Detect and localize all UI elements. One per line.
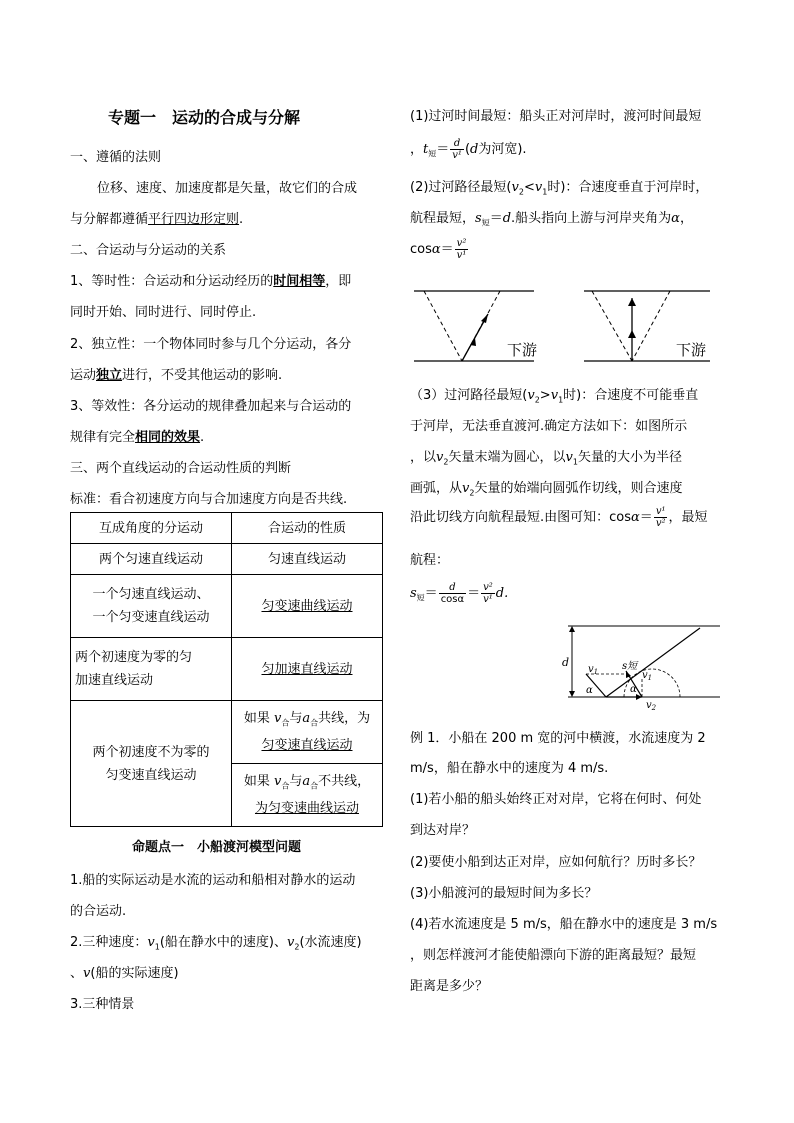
table-cell: 如果 $v_合$与$a_合$不共线， 为匀变速曲线运动 <box>232 764 383 827</box>
question-2: (2)要使小船到达正对岸，应如何航行？历时多长？ <box>410 855 702 870</box>
case-1-formula: ，$t_短=$ $\frac{d}{\text{v¹}}$ (d为河宽). <box>410 138 527 161</box>
example-1-line2: m/s，船在静水中的速度为 4 m/s. <box>410 761 609 776</box>
question-3: (3)小船渡河的最短时间为多长？ <box>410 886 598 901</box>
question-1: (1)若小船的船头始终正对对岸，它将在何时、何处 <box>410 792 702 807</box>
table-cell: 两个匀速直线运动 <box>71 544 232 575</box>
label-s-short: s短 <box>622 661 638 672</box>
question-4-line2: ，则怎样渡河才能使船漂向下游的距离最短？最短 <box>410 948 697 963</box>
case-2-line2: 航程最短，$s_短=d$.船头指向上游与河岸夹角为α， <box>410 211 693 228</box>
section-heading-judge: 三、两个直线运动的合运动性质的判断 <box>70 461 292 476</box>
section-heading-rules: 一、遵循的法则 <box>70 150 162 165</box>
table-row <box>71 513 383 544</box>
item-independence: 2、独立性：一个物体同时参与几个分运动，各分 <box>70 337 352 352</box>
item-equivalence: 3、等效性：各分运动的规律叠加起来与合运动的 <box>70 399 352 414</box>
item-equivalence-line2: 规律有完全相同的效果. <box>70 430 205 445</box>
label-v2: $v_2$ <box>646 700 657 710</box>
table-cell: 如果 $v_合$与$a_合$共线，为 匀变速直线运动 <box>232 701 383 764</box>
table-cell: 一个匀速直线运动、 一个匀变速直线运动 <box>71 575 232 638</box>
downstream-label-left: 下游 <box>507 341 538 359</box>
label-v1-left: $v_1$ <box>588 664 599 676</box>
paragraph-rules-line2: 与分解都遵循平行四边形定则. <box>70 212 244 227</box>
table-cell: 匀速直线运动 <box>232 544 383 575</box>
label-alpha-left: α <box>586 685 593 696</box>
min-path-construction-figure <box>560 622 726 710</box>
table-row <box>71 638 383 701</box>
label-alpha-right: α <box>630 684 637 695</box>
paragraph-rules-line1: 位移、速度、加速度都是矢量，故它们的合成 <box>97 181 358 196</box>
table-row <box>71 544 383 575</box>
table-header-cell: 合运动的性质 <box>232 513 383 544</box>
item-independence-line2: 运动独立进行，不受其他运动的影响. <box>70 368 283 383</box>
case-2: (2)过河路径最短($v_2<v_1$时)：合速度垂直于河岸时， <box>410 180 709 197</box>
case-1: (1)过河时间最短：船头正对河岸时，渡河时间最短 <box>410 109 702 124</box>
question-1-line2: 到达对岸？ <box>410 823 476 838</box>
table-cell: 两个初速度为零的匀 加速直线运动 <box>71 638 232 701</box>
point-2: 2.三种速度：$v_1$(船在静水中的速度)、$v_2$(水流速度) <box>70 935 362 952</box>
case-3: （3）过河路径最短($v_2>v_1$时)：合速度不可能垂直 <box>410 388 699 405</box>
river-diagrams-figure <box>412 288 724 366</box>
table-cell: 匀加速直线运动 <box>232 638 383 701</box>
point-1-line2: 的合运动. <box>70 904 127 919</box>
shortest-path-line <box>606 628 700 697</box>
point-3: 3.三种情景 <box>70 997 135 1012</box>
item-simultaneity-line2: 同时开始、同时进行、同时停止. <box>70 305 257 320</box>
item-simultaneity: 1、等时性：合运动和分运动经历的时间相等，即 <box>70 274 352 289</box>
case-3-line3: ，以$v_2$矢量末端为圆心，以$v_1$矢量的大小为半径 <box>410 450 682 467</box>
case-3-line4: 画弧，从$v_2$矢量的始端向圆弧作切线，则合速度 <box>410 481 683 498</box>
section-heading-relation: 二、合运动与分运动的关系 <box>70 243 227 258</box>
case-2-cos-formula: cosα＝ $\frac{\text{v²}}{\text{v¹}}$ <box>410 238 467 261</box>
table-header-cell: 互成角度的分运动 <box>71 513 232 544</box>
case-3-line2: 于河岸，无法垂直渡河.确定方法如下：如图所示 <box>410 419 688 434</box>
label-d: d <box>562 656 570 669</box>
case-3-line6: 航程： <box>410 553 450 568</box>
example-1: 例 1．小船在 200 m 宽的河中横渡，水流速度为 2 <box>410 731 706 746</box>
table-row <box>71 575 383 638</box>
question-4: (4)若水流速度是 5 m/s，船在静水中的速度是 3 m/s <box>410 917 718 932</box>
point-1: 1.船的实际运动是水流的运动和船相对静水的运动 <box>70 873 356 888</box>
table-row <box>71 701 383 764</box>
case-3-line5: 沿此切线方向航程最短.由图可知：cosα＝ $\frac{\text{v¹}}{\text{v²}}$ ，最短 <box>410 506 708 529</box>
comparison-table <box>70 512 383 827</box>
question-4-line3: 距离是多少？ <box>410 979 489 994</box>
label-v1-right: $v_1$ <box>642 670 653 682</box>
standard-text: 标准：看合初速度方向与合加速度方向是否共线. <box>70 492 348 507</box>
downstream-label-right: 下游 <box>676 341 707 359</box>
page-title: 专题一 运动的合成与分解 <box>108 108 301 127</box>
table-cell: 匀变速曲线运动 <box>232 575 383 638</box>
topic-heading: 命题点一 小船渡河模型问题 <box>132 840 302 855</box>
table-cell: 两个初速度不为零的 匀变速直线运动 <box>71 701 232 827</box>
case-3-formula: $s_短=$ $\frac{d}{\cos\alpha}$ ＝ $\frac{\text{v²}}{\text{v¹}}$ d. <box>410 582 509 605</box>
point-2-line2: 、v(船的实际速度) <box>70 966 179 981</box>
